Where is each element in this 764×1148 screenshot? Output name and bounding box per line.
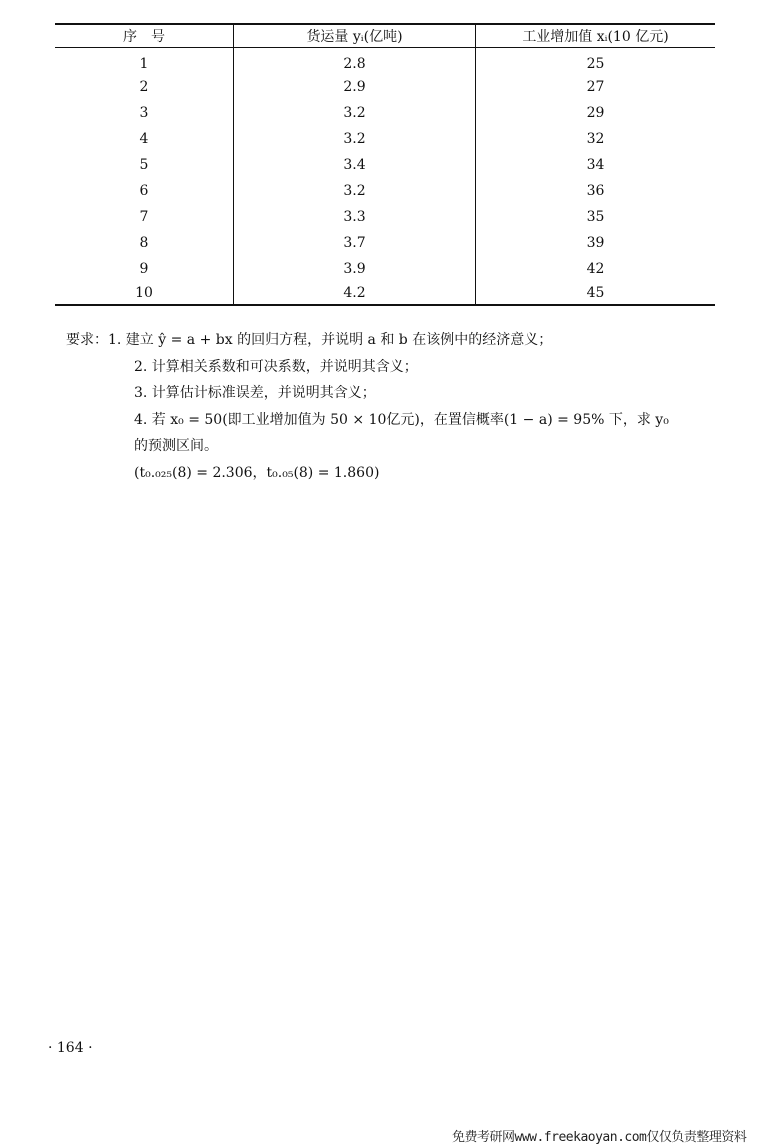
requirement-1: 要求：1. 建立 ŷ = a + bx 的回归方程，并说明 a 和 b 在该例中的经济意义； <box>66 332 553 348</box>
table-row <box>55 100 715 126</box>
cell-industry-value: 36 <box>476 178 716 204</box>
requirement-3: 3. 计算估计标准误差，并说明其含义； <box>134 385 376 401</box>
cell-industry-value: 25 <box>476 48 716 75</box>
cell-index: 10 <box>135 285 153 301</box>
cell-industry-value: 34 <box>476 152 716 178</box>
cell-freight: 3.2 <box>234 178 476 204</box>
cell-freight: 3.3 <box>234 204 476 230</box>
cell-index: 7 <box>139 209 149 225</box>
cell-industry-value: 35 <box>476 204 716 230</box>
header-industry-value: 工业增加值 xᵢ(10 亿元) <box>476 24 716 48</box>
cell-index: 3 <box>139 105 149 121</box>
cell-industry-value: 45 <box>476 282 716 305</box>
requirement-2: 2. 计算相关系数和可决系数，并说明其含义； <box>134 358 418 375</box>
table-row <box>55 178 715 204</box>
requirement-4-cont: 的预测区间。 <box>134 438 218 454</box>
cell-index: 1 <box>139 56 149 72</box>
cell-index: 9 <box>139 261 149 277</box>
cell-industry-value: 32 <box>476 126 716 152</box>
table-row <box>55 126 715 152</box>
header-freight: 货运量 yᵢ(亿吨) <box>234 24 476 48</box>
table-row <box>55 230 715 256</box>
cell-industry-value: 29 <box>476 100 716 126</box>
table-row <box>55 204 715 230</box>
table-header-row <box>55 24 715 48</box>
watermark: 免费考研网www.freekaoyan.com仅仅负责整理资料 <box>452 1130 747 1145</box>
table-row <box>55 256 715 282</box>
cell-industry-value: 39 <box>476 230 716 256</box>
cell-freight: 3.4 <box>234 152 476 178</box>
table-row <box>55 48 715 75</box>
cell-freight: 3.2 <box>234 126 476 152</box>
cell-freight: 4.2 <box>234 282 476 305</box>
table-row <box>55 152 715 178</box>
cell-freight: 3.2 <box>234 100 476 126</box>
cell-index: 5 <box>139 157 149 173</box>
requirement-4: 4. 若 x₀ = 50(即工业增加值为 50 × 10亿元)，在置信概率(1 − a) = 95% 下，求 y₀ <box>134 411 669 428</box>
cell-index: 6 <box>139 183 149 199</box>
cell-freight: 2.8 <box>234 48 476 75</box>
data-table <box>55 23 715 306</box>
cell-freight: 2.9 <box>234 74 476 100</box>
requirements <box>66 327 669 486</box>
cell-freight: 3.7 <box>234 230 476 256</box>
cell-industry-value: 27 <box>476 74 716 100</box>
t-values-note: (t₀.₀₂₅(8) = 2.306，t₀.₀₅(8) = 1.860) <box>134 464 380 481</box>
table-row <box>55 282 715 305</box>
cell-index: 4 <box>139 131 149 147</box>
cell-freight: 3.9 <box>234 256 476 282</box>
cell-index: 2 <box>139 79 149 95</box>
table-row <box>55 74 715 100</box>
header-index: 序 号 <box>55 24 234 48</box>
cell-index: 8 <box>139 235 149 251</box>
cell-industry-value: 42 <box>476 256 716 282</box>
page-number: · 164 · <box>48 1040 93 1056</box>
